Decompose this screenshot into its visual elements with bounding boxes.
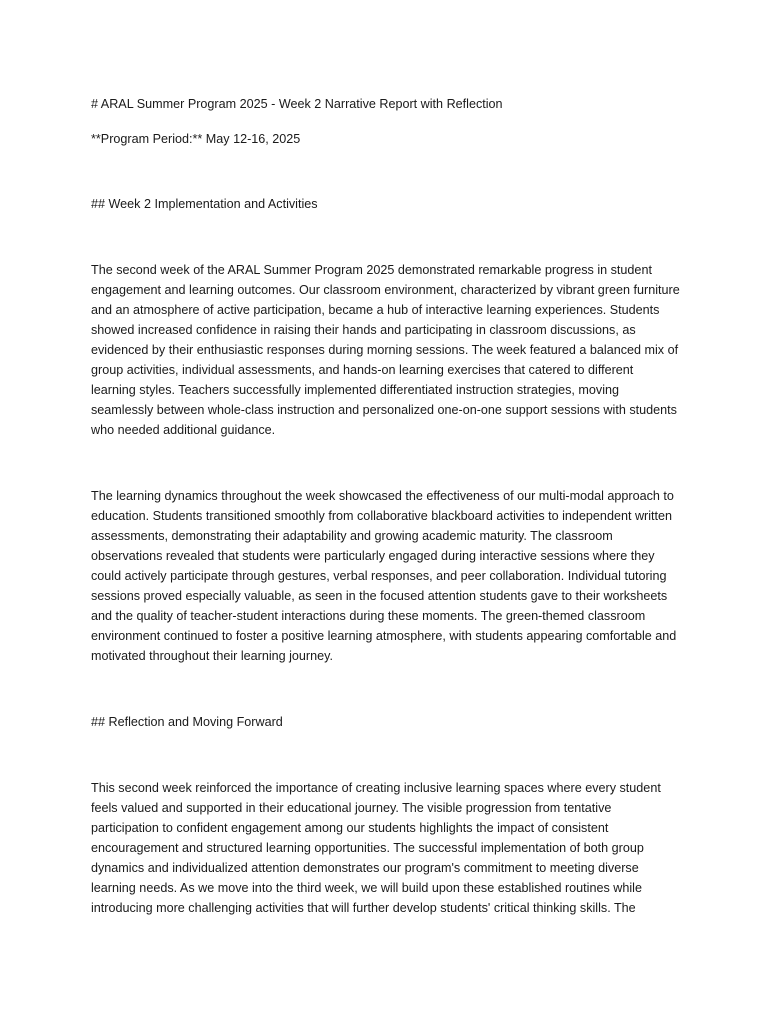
- program-period: **Program Period:** May 12-16, 2025: [91, 132, 301, 146]
- document-page: [91, 94, 681, 918]
- section-heading-implementation: ## Week 2 Implementation and Activities: [91, 197, 318, 211]
- document-title: # ARAL Summer Program 2025 - Week 2 Narrative Report with Reflection: [91, 97, 503, 111]
- paragraph-week-progress: The second week of the ARAL Summer Program 2025 demonstrated remarkable progress in student engagement and learning outcomes. Our classroom environment, characterized by vibrant green furniture and an atmosphere of active participation, became a hub of interactive learning experiences. Students showed increased confidence in raising their hands and participating in classroom discussions, as evidenced by their enthusiastic responses during morning sessions. The week featured a balanced mix of group activities, individual assessments, and hands-on learning exercises that catered to different learning styles. Teachers successfully implemented differentiated instruction strategies, moving seamlessly between whole-class instruction and personalized one-on-one support sessions with students who needed additional guidance.: [91, 263, 680, 437]
- section-heading-reflection: ## Reflection and Moving Forward: [91, 715, 283, 729]
- paragraph-learning-dynamics: The learning dynamics throughout the week showcased the effectiveness of our multi-modal approach to education. Students transitioned smoothly from collaborative blackboard activities to independent written assessments, demonstrating their adaptability and growing academic maturity. The classroom observations revealed that students were particularly engaged during interactive sessions where they could actively participate through gestures, verbal responses, and peer collaboration. Individual tutoring sessions proved especially valuable, as seen in the focused attention students gave to their worksheets and the quality of teacher-student interactions during these moments. The green-themed classroom environment continued to foster a positive learning atmosphere, with students appearing comfortable and motivated throughout their learning journey.: [91, 489, 677, 663]
- paragraph-reflection: This second week reinforced the importance of creating inclusive learning spaces where every student feels valued and supported in their educational journey. The visible progression from tentative participation to confident engagement among our students highlights the impact of consistent encouragement and structured learning opportunities. The successful implementation of both group dynamics and individualized attention demonstrates our program's commitment to meeting diverse learning needs. As we move into the third week, we will build upon these established routines while introducing more challenging activities that will further develop students' critical thinking skills. The: [91, 781, 661, 915]
